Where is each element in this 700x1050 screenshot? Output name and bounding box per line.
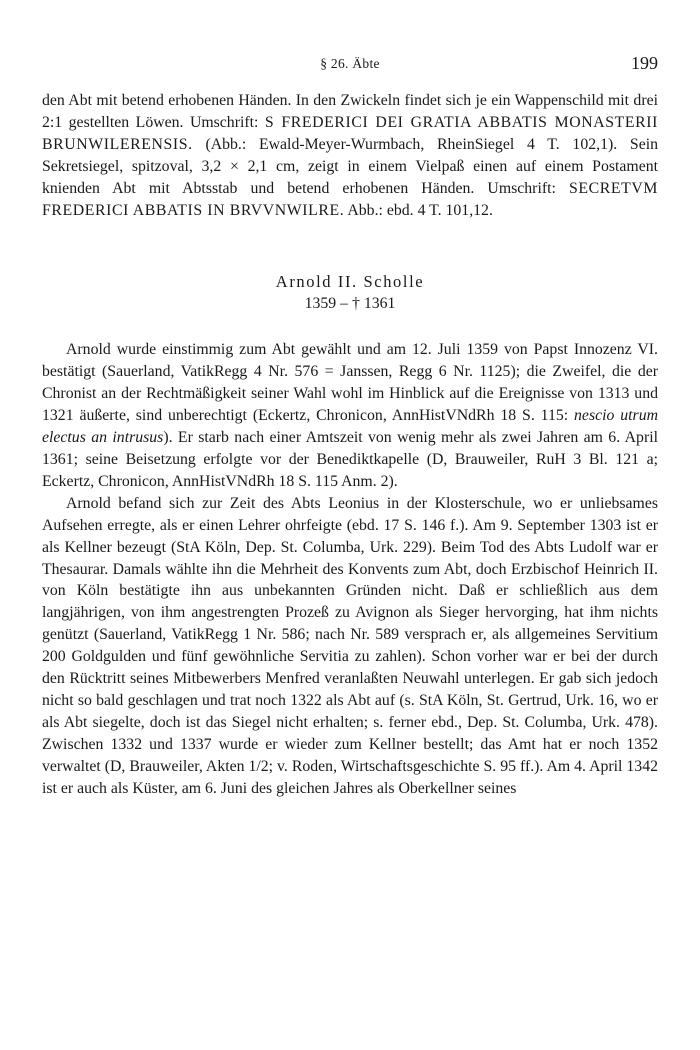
running-head <box>42 53 658 78</box>
section-title: Arnold II. Scholle <box>275 272 425 292</box>
text-run: (Abb.: Ewald-Meyer-Wurmbach, RheinSiegel 4 T. 102,1). Sein Sekretsiegel, spitzoval, 3,2 × 2,1 cm, zeigt in einem Vielpaß einen auf einem Postament knienden Abt mit Abtsstab und betend erhobenen Händen. Umschrift: <box>42 135 658 197</box>
running-title: § 26. Äbte <box>320 56 380 71</box>
page-number: 199 <box>631 53 658 73</box>
paragraph-seal-description <box>42 90 658 221</box>
section-heading <box>42 271 658 315</box>
seal-inscription: S FREDERICI DEI GRATIA ABBATIS MONASTERII BRUNWILERENSIS. <box>42 113 658 153</box>
text-run: den Abt mit betend erhobenen Händen. In den Zwickeln findet sich je ein Wappenschild mit drei 2:1 gestellten Löwen. Umschrift: <box>42 92 658 131</box>
paragraph-biography: Arnold befand sich zur Zeit des Abts Leonius in der Klosterschule, wo er unliebsames Aufsehen erregte, als er einen Lehrer ohrfeigte (ebd. 17 S. 146 f.). Am 9. September 1303 ist er als Kellner bezeugt (StA Köln, Dep. St. Columba, Urk. 229). Beim Tod des Abts Ludolf war er Thesaurar. Damals wählte ihn die Mehrheit des Konvents zum Abt, doch Erzbischof Heinrich II. von Köln bestätigte ihn aus unbekannten Gründen nicht. Daß er schließlich aus dem langjährigen, von ihm angestrengten Prozeß zu Avignon als Sieger hervorging, hat ihm nichts genützt (Sauerland, VatikRegg 1 Nr. 586; nach Nr. 589 versprach er, als allgemeines Servitium 200 Goldgulden und fünf gewöhnliche Servitia zu zahlen). Schon vorher war er bei der durch den Rücktritt seines Mitbewerbers Menfred veranlaßten Neuwahl unterlegen. Er gab sich jedoch nicht so bald geschlagen und trat noch 1322 als Abt auf (s. StA Köln, St. Gertrud, Urk. 16, wo er als Abt siegelte, doch ist das Siegel nicht erhalten; s. ferner ebd., Dep. St. Columba, Urk. 478). Zwischen 1332 und 1337 wurde er wieder zum Kellner bestellt; das Amt hat er noch 1352 verwaltet (D, Brauweiler, Akten 1/2; v. Roden, Wirtschaftsgeschichte S. 95 ff.). Am 4. April 1342 ist er auch als Küster, am 6. Juni des gleichen Jahres als Oberkellner seines <box>42 494 658 797</box>
latin-quote: nescio utrum electus an intrusus <box>42 407 659 447</box>
section-dates: 1359 – † 1361 <box>304 295 396 313</box>
text-run: Abb.: ebd. 4 T. 101,12. <box>344 201 493 219</box>
secret-seal-inscription: SECRETVM FREDERICI ABBATIS IN BRVVNWILRE. <box>42 179 658 219</box>
text-run: ). Er starb nach einer Amtszeit von wenig mehr als zwei Jahren am 6. April 1361; seine Beisetzung erfolgte vor der Benediktkapelle (D, Brauweiler, RuH 3 Bl. 121 a; Eckertz, Chronicon, AnnHistVNdRh 18 S. 115 Anm. 2). <box>42 429 658 490</box>
text-block <box>42 90 658 799</box>
paragraph-election <box>42 339 658 492</box>
text-run: Arnold wurde einstimmig zum Abt gewählt und am 12. Juli 1359 von Papst Innozenz VI. bestätigt (Sauerland, VatikRegg 4 Nr. 576 = Janssen, Regg 6 Nr. 1125); die Zweifel, die der Chronist an der Rechtmäßigkeit seiner Wahl wohl im Hinblick auf die Ereignisse von 1313 und 1321 äußerte, sind unberechtigt (Eckertz, Chronicon, AnnHistVNdRh 18 S. 115: <box>42 341 658 425</box>
